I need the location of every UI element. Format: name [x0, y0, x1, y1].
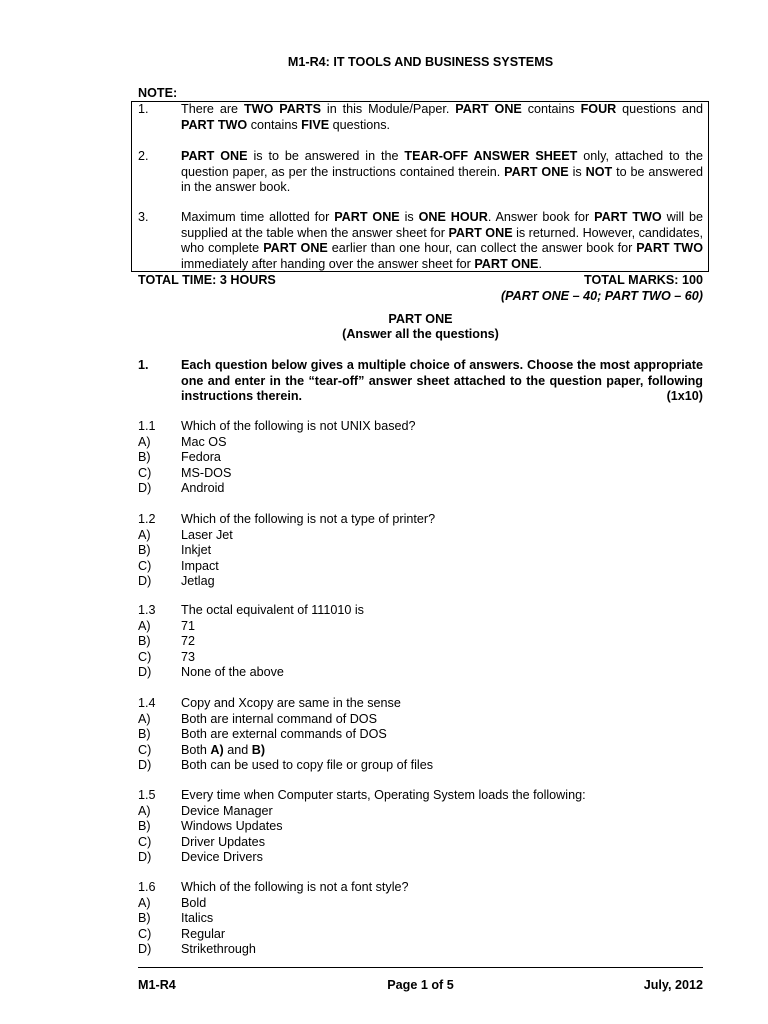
option-label: B) — [138, 543, 151, 557]
bold-segment: PART TWO — [181, 117, 248, 132]
option-label: A) — [138, 434, 151, 449]
note-number: 1. — [138, 102, 149, 116]
text-segment: immediately after handing over the answer sheet for — [181, 256, 475, 271]
answer-option — [138, 450, 703, 466]
bold-segment: A) — [210, 742, 224, 757]
option-text — [181, 450, 221, 466]
bold-segment: PART ONE — [455, 102, 522, 116]
marks-split: (PART ONE – 40; PART TWO – 60) — [500, 289, 703, 303]
option-text — [181, 619, 195, 635]
option-label: D) — [138, 758, 152, 772]
answer-option — [138, 896, 703, 912]
option-label: B) — [138, 450, 151, 464]
option-text — [181, 435, 227, 451]
answer-option — [138, 466, 703, 482]
text-segment: Both are internal command of DOS — [181, 711, 377, 726]
option-text — [181, 743, 265, 759]
answer-option — [138, 927, 703, 943]
text-segment: questions and — [616, 102, 704, 116]
text-segment: earlier than one hour, can collect the answer book for — [327, 241, 637, 255]
paper-title: M1-R4: IT TOOLS AND BUSINESS SYSTEMS — [287, 55, 554, 69]
question-stem — [138, 788, 703, 804]
bold-segment: PART ONE — [334, 210, 400, 224]
option-text — [181, 819, 283, 835]
bold-segment: ONE HOUR — [418, 210, 488, 224]
text-segment: Maximum time allotted for — [181, 210, 335, 224]
answer-option — [138, 758, 703, 774]
option-text — [181, 927, 225, 943]
question-number: 1.3 — [138, 603, 156, 617]
option-label: B) — [138, 727, 151, 741]
option-text — [181, 896, 206, 912]
question-number: 1.1 — [138, 419, 156, 433]
text-segment: MS-DOS — [181, 465, 232, 480]
note-number: 2. — [138, 149, 149, 163]
option-text — [181, 758, 433, 774]
question-number: 1.4 — [138, 696, 156, 710]
answer-option — [138, 835, 703, 851]
question-stem — [138, 419, 703, 435]
text-segment: . Answer book for — [487, 210, 595, 224]
option-label: B) — [138, 911, 151, 925]
answer-option — [138, 528, 703, 544]
footer-date: July, 2012 — [643, 978, 703, 992]
option-label: D) — [138, 574, 152, 588]
bold-segment: B) — [251, 742, 266, 757]
question-item — [138, 788, 703, 866]
text-segment: in this Module/Paper. — [320, 102, 456, 116]
option-text — [181, 835, 265, 851]
text-segment: Driver Updates — [181, 834, 265, 849]
question-stem — [138, 603, 703, 619]
text-segment: contains — [521, 102, 581, 116]
option-text — [181, 634, 195, 650]
option-text — [181, 804, 273, 820]
part-subheading: (Answer all the questions) — [342, 327, 499, 341]
option-text — [181, 727, 387, 743]
option-text — [181, 712, 377, 728]
text-segment: is — [399, 210, 419, 224]
text-segment: Laser Jet — [181, 527, 233, 542]
question-instructions: Each question below gives a multiple choice of answers. Choose the most appropriate one and enter in the “tear-off” answer sheet attached to the question paper, following instructions therein. — [181, 358, 703, 403]
question-number: 1.2 — [138, 512, 156, 526]
text-segment: Regular — [181, 926, 226, 941]
text-segment: Device Manager — [181, 803, 273, 818]
bold-segment: PART ONE — [448, 225, 513, 240]
answer-option — [138, 819, 703, 835]
text-segment: 72 — [181, 634, 196, 648]
text-segment: Bold — [181, 895, 207, 910]
question-item — [138, 880, 703, 958]
bold-segment: FOUR — [580, 102, 617, 116]
option-label: B) — [138, 819, 151, 833]
bold-segment: PART ONE — [181, 149, 248, 163]
question-text: Which of the following is not a font style? — [181, 880, 409, 894]
answer-option — [138, 850, 703, 866]
question-number: 1. — [138, 358, 149, 372]
option-text — [181, 650, 195, 666]
bold-segment: TEAR-OFF ANSWER SHEET — [404, 149, 578, 163]
question-number: 1.5 — [138, 788, 156, 802]
option-text — [181, 942, 256, 958]
text-segment: is to be answered in the — [247, 149, 405, 163]
text-segment: will be supplied at the table when the answer sheet for — [181, 210, 703, 240]
footer-code: M1-R4 — [138, 978, 176, 992]
note-number: 3. — [138, 210, 149, 224]
option-text — [181, 850, 263, 866]
text-segment: Both can be used to copy file or group of files — [181, 758, 434, 772]
footer-page-number: Page 1 of 5 — [387, 978, 454, 992]
text-segment: and — [223, 742, 252, 757]
question-stem — [138, 512, 703, 528]
note-text — [181, 149, 703, 196]
option-text — [181, 528, 233, 544]
answer-option — [138, 435, 703, 451]
bold-segment: NOT — [585, 164, 613, 179]
answer-option — [138, 942, 703, 958]
answer-option — [138, 743, 703, 759]
option-label: C) — [138, 834, 152, 849]
text-segment: to be answered in the answer book. — [181, 164, 704, 194]
option-text — [181, 574, 215, 590]
text-segment: . — [538, 256, 542, 271]
text-segment: Windows Updates — [181, 819, 283, 833]
text-segment: 73 — [181, 649, 196, 664]
answer-option — [138, 727, 703, 743]
text-segment: contains — [247, 117, 302, 132]
question-item — [138, 696, 703, 774]
answer-option — [138, 804, 703, 820]
answer-option — [138, 574, 703, 590]
option-text — [181, 911, 213, 927]
part-heading: PART ONE — [388, 312, 453, 326]
option-label: A) — [138, 895, 151, 910]
note-label: NOTE: — [138, 86, 178, 100]
bold-segment: TWO PARTS — [243, 102, 321, 116]
question-text: Which of the following is not UNIX based? — [181, 419, 416, 433]
question-number: 1.6 — [138, 880, 156, 894]
text-segment: Impact — [181, 558, 219, 573]
text-segment: Device Drivers — [181, 850, 263, 864]
note-text — [181, 210, 703, 272]
page-footer — [138, 967, 703, 997]
question-text: Copy and Xcopy are same in the sense — [181, 696, 401, 710]
text-segment: Strikethrough — [181, 942, 256, 956]
option-label: C) — [138, 926, 152, 941]
question-item — [138, 603, 703, 681]
answer-option — [138, 619, 703, 635]
bold-segment: PART TWO — [594, 210, 662, 224]
option-label: C) — [138, 465, 152, 480]
question-item — [138, 419, 703, 497]
answer-option — [138, 712, 703, 728]
text-segment: Android — [181, 481, 225, 495]
option-label: A) — [138, 803, 151, 818]
question-text: The octal equivalent of 111010 is — [181, 603, 364, 617]
bold-segment: PART ONE — [263, 241, 328, 255]
text-segment: Both are external commands of DOS — [181, 727, 387, 741]
option-label: C) — [138, 649, 152, 664]
option-text — [181, 481, 224, 497]
question-text: Which of the following is not a type of printer? — [181, 512, 436, 526]
total-marks: TOTAL MARKS: 100 — [584, 273, 703, 287]
option-label: A) — [138, 527, 151, 542]
option-text — [181, 559, 219, 575]
text-segment: Jetlag — [181, 574, 215, 588]
text-segment: Both — [181, 742, 211, 757]
answer-option — [138, 543, 703, 559]
bold-segment: FIVE — [301, 117, 330, 132]
option-text — [181, 665, 284, 681]
option-label: B) — [138, 634, 151, 648]
question-stem — [138, 696, 703, 712]
bold-segment: PART TWO — [636, 241, 703, 255]
text-segment: is returned. However, candidates, who complete — [181, 225, 704, 255]
option-label: A) — [138, 618, 151, 633]
question-stem — [138, 880, 703, 896]
text-segment: Fedora — [181, 450, 221, 464]
question-text: Every time when Computer starts, Operating System loads the following: — [181, 788, 586, 802]
answer-option — [138, 665, 703, 681]
text-segment: 71 — [181, 618, 196, 633]
option-label: C) — [138, 742, 152, 757]
bold-segment: PART ONE — [504, 164, 569, 179]
question-marks: (1x10) — [666, 389, 703, 403]
option-text — [181, 543, 211, 559]
answer-option — [138, 634, 703, 650]
text-segment: is — [568, 164, 586, 179]
text-segment: Inkjet — [181, 543, 212, 557]
answer-option — [138, 650, 703, 666]
option-label: A) — [138, 711, 151, 726]
answer-option — [138, 559, 703, 575]
option-label: D) — [138, 481, 152, 495]
text-segment: Italics — [181, 911, 214, 925]
text-segment: There are — [181, 102, 244, 116]
option-text — [181, 466, 231, 482]
option-label: D) — [138, 850, 152, 864]
text-segment: questions. — [329, 117, 391, 132]
bold-segment: PART ONE — [474, 256, 539, 271]
text-segment: only, attached to the question paper, as per the instructions contained therein. — [181, 149, 703, 179]
answer-option — [138, 481, 703, 497]
total-time: TOTAL TIME: 3 HOURS — [138, 273, 276, 287]
text-segment: Mac OS — [181, 434, 227, 449]
option-label: C) — [138, 558, 152, 573]
option-label: D) — [138, 942, 152, 956]
text-segment: None of the above — [181, 665, 284, 679]
question-item — [138, 512, 703, 590]
answer-option — [138, 911, 703, 927]
option-label: D) — [138, 665, 152, 679]
note-text — [181, 102, 703, 133]
